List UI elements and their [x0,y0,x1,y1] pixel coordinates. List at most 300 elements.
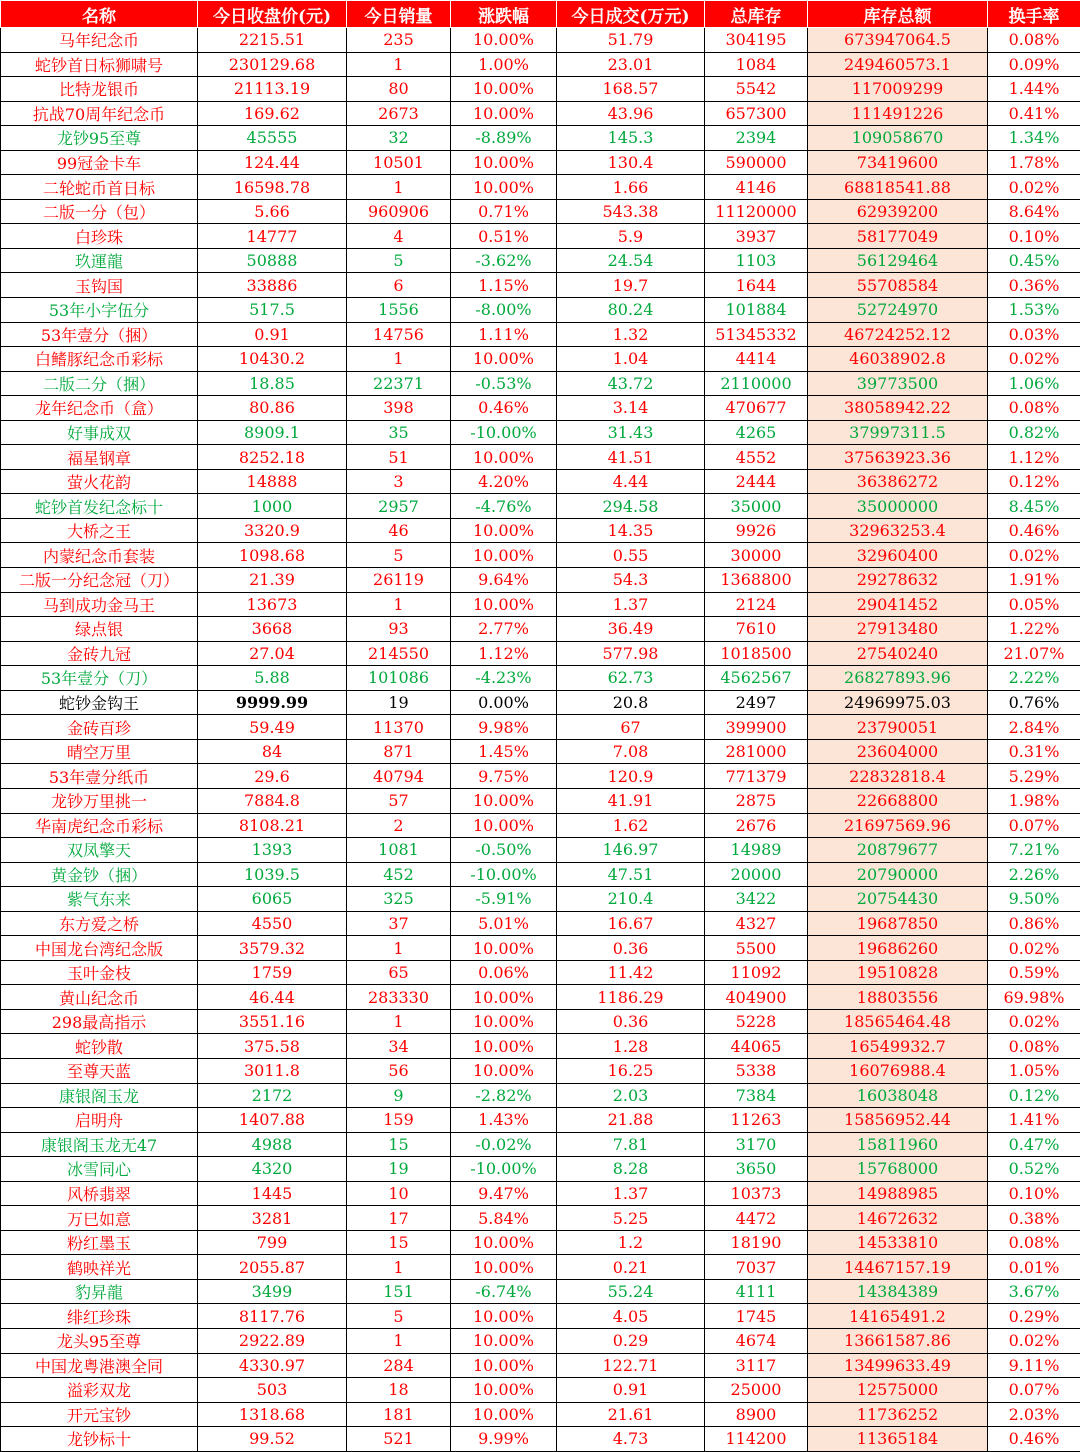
cell-close-price: 3579.32 [198,936,347,961]
table-body [1,28,1080,1452]
cell-sales: 4 [347,224,451,249]
cell-sales: 40794 [347,764,451,789]
table-row [1,617,1080,642]
cell-change: 9.99% [451,1427,557,1452]
cell-stock-value: 24969975.03 [808,690,988,715]
table-row [1,862,1080,887]
cell-turnover: 0.91 [557,1378,705,1403]
cell-close-price: 3320.9 [198,518,347,543]
cell-sales: 10501 [347,150,451,175]
cell-stock-value: 14988985 [808,1181,988,1206]
cell-sales: 960906 [347,199,451,224]
cell-change: 10.00% [451,1402,557,1427]
cell-stock-value: 21697569.96 [808,813,988,838]
table-row [1,715,1080,740]
cell-close-price: 799 [198,1230,347,1255]
cell-turnover: 1.28 [557,1034,705,1059]
cell-change: 10.00% [451,1255,557,1280]
cell-close-price: 6065 [198,887,347,912]
cell-stock: 2497 [705,690,808,715]
cell-turnover-rate: 1.41% [988,1108,1080,1133]
cell-turnover: 1186.29 [557,985,705,1010]
cell-sales: 5 [347,543,451,568]
cell-turnover-rate: 0.02% [988,347,1080,372]
cell-name: 二版一分纪念冠（刀） [1,568,198,593]
cell-stock-value: 15856952.44 [808,1108,988,1133]
cell-stock: 2110000 [705,371,808,396]
cell-close-price: 1445 [198,1181,347,1206]
table-row [1,175,1080,200]
cell-close-price: 16598.78 [198,175,347,200]
cell-stock: 20000 [705,862,808,887]
cell-stock: 44065 [705,1034,808,1059]
cell-turnover: 54.3 [557,568,705,593]
col-header-stock: 总库存 [705,1,808,28]
cell-stock-value: 249460573.1 [808,52,988,77]
cell-sales: 15 [347,1132,451,1157]
cell-stock-value: 12575000 [808,1378,988,1403]
cell-turnover-rate: 1.91% [988,568,1080,593]
cell-close-price: 169.62 [198,101,347,126]
cell-sales: 56 [347,1058,451,1083]
cell-turnover: 19.7 [557,273,705,298]
cell-stock: 2875 [705,788,808,813]
table-row [1,150,1080,175]
cell-stock-value: 20754430 [808,887,988,912]
cell-turnover-rate: 0.08% [988,396,1080,421]
cell-stock: 657300 [705,101,808,126]
cell-stock: 11120000 [705,199,808,224]
cell-name: 99冠金卡车 [1,150,198,175]
cell-turnover-rate: 2.26% [988,862,1080,887]
cell-change: -5.91% [451,887,557,912]
cell-change: 10.00% [451,1353,557,1378]
cell-stock-value: 18803556 [808,985,988,1010]
cell-turnover: 41.91 [557,788,705,813]
cell-name: 萤火花韵 [1,469,198,494]
cell-sales: 14756 [347,322,451,347]
cell-change: -10.00% [451,862,557,887]
cell-stock: 281000 [705,739,808,764]
cell-stock-value: 673947064.5 [808,28,988,53]
cell-close-price: 4330.97 [198,1353,347,1378]
cell-sales: 181 [347,1402,451,1427]
cell-close-price: 124.44 [198,150,347,175]
cell-stock-value: 56129464 [808,248,988,273]
cell-stock: 5500 [705,936,808,961]
cell-sales: 521 [347,1427,451,1452]
cell-turnover-rate: 7.21% [988,838,1080,863]
cell-turnover-rate: 21.07% [988,641,1080,666]
table-row [1,666,1080,691]
cell-turnover-rate: 1.06% [988,371,1080,396]
cell-turnover-rate: 1.12% [988,445,1080,470]
cell-change: 1.45% [451,739,557,764]
cell-turnover: 1.2 [557,1230,705,1255]
cell-turnover: 146.97 [557,838,705,863]
cell-close-price: 21113.19 [198,77,347,102]
cell-sales: 5 [347,1304,451,1329]
cell-sales: 1556 [347,298,451,323]
cell-change: -10.00% [451,420,557,445]
cell-close-price: 13673 [198,592,347,617]
cell-stock: 1644 [705,273,808,298]
cell-turnover-rate: 0.59% [988,960,1080,985]
cell-stock: 11092 [705,960,808,985]
cell-name: 紫气东来 [1,887,198,912]
cell-turnover: 16.25 [557,1058,705,1083]
cell-sales: 46 [347,518,451,543]
table-row [1,739,1080,764]
cell-sales: 2673 [347,101,451,126]
cell-stock-value: 14533810 [808,1230,988,1255]
cell-sales: 57 [347,788,451,813]
cell-change: -0.53% [451,371,557,396]
cell-turnover-rate: 1.53% [988,298,1080,323]
cell-turnover: 0.55 [557,543,705,568]
cell-change: -10.00% [451,1157,557,1182]
table-row [1,887,1080,912]
table-row [1,911,1080,936]
cell-stock: 4674 [705,1328,808,1353]
cell-name: 冰雪同心 [1,1157,198,1182]
cell-change: 10.00% [451,936,557,961]
cell-change: -4.76% [451,494,557,519]
cell-name: 金砖百珍 [1,715,198,740]
cell-stock: 7037 [705,1255,808,1280]
cell-stock: 4146 [705,175,808,200]
cell-stock-value: 39773500 [808,371,988,396]
table-row [1,985,1080,1010]
cell-close-price: 0.91 [198,322,347,347]
cell-close-price: 29.6 [198,764,347,789]
cell-stock: 14989 [705,838,808,863]
table-row [1,1353,1080,1378]
cell-stock: 470677 [705,396,808,421]
cell-close-price: 14888 [198,469,347,494]
cell-stock-value: 14165491.2 [808,1304,988,1329]
cell-close-price: 27.04 [198,641,347,666]
cell-turnover-rate: 0.45% [988,248,1080,273]
cell-turnover: 1.62 [557,813,705,838]
cell-stock: 304195 [705,28,808,53]
cell-stock-value: 19510828 [808,960,988,985]
cell-turnover: 1.66 [557,175,705,200]
cell-close-price: 3668 [198,617,347,642]
cell-turnover-rate: 0.10% [988,224,1080,249]
table-row [1,1009,1080,1034]
cell-name: 比特龙银币 [1,77,198,102]
table-row [1,1328,1080,1353]
cell-name: 黄金钞（捆） [1,862,198,887]
cell-close-price: 84 [198,739,347,764]
cell-change: 10.00% [451,1230,557,1255]
cell-stock: 399900 [705,715,808,740]
cell-name: 玉钩国 [1,273,198,298]
table-row [1,543,1080,568]
cell-turnover: 24.54 [557,248,705,273]
cell-close-price: 99.52 [198,1427,347,1452]
cell-stock-value: 62939200 [808,199,988,224]
cell-stock: 25000 [705,1378,808,1403]
table-row [1,101,1080,126]
cell-close-price: 5.88 [198,666,347,691]
cell-turnover-rate: 0.52% [988,1157,1080,1182]
cell-close-price: 2172 [198,1083,347,1108]
cell-turnover-rate: 0.08% [988,1230,1080,1255]
header-row [1,1,1080,28]
table-row [1,764,1080,789]
cell-sales: 1 [347,1009,451,1034]
cell-name: 豹昇龍 [1,1279,198,1304]
cell-stock: 3170 [705,1132,808,1157]
cell-sales: 22371 [347,371,451,396]
cell-stock-value: 15811960 [808,1132,988,1157]
cell-change: -4.23% [451,666,557,691]
cell-sales: 151 [347,1279,451,1304]
cell-stock-value: 27913480 [808,617,988,642]
cell-turnover-rate: 0.46% [988,518,1080,543]
cell-name: 风桥翡翠 [1,1181,198,1206]
cell-change: 10.00% [451,1058,557,1083]
col-header-name: 名称 [1,1,198,28]
cell-stock: 2394 [705,126,808,151]
cell-sales: 2 [347,813,451,838]
cell-turnover-rate: 0.12% [988,1083,1080,1108]
cell-sales: 19 [347,1157,451,1182]
cell-close-price: 46.44 [198,985,347,1010]
cell-stock: 18190 [705,1230,808,1255]
cell-turnover: 51.79 [557,28,705,53]
cell-stock-value: 46724252.12 [808,322,988,347]
table-row [1,298,1080,323]
table-row [1,518,1080,543]
cell-close-price: 230129.68 [198,52,347,77]
cell-name: 金砖九冠 [1,641,198,666]
cell-stock: 5542 [705,77,808,102]
cell-stock-value: 38058942.22 [808,396,988,421]
cell-turnover-rate: 69.98% [988,985,1080,1010]
cell-turnover: 20.8 [557,690,705,715]
cell-name: 蛇钞首发纪念标十 [1,494,198,519]
cell-name: 龙钞95至尊 [1,126,198,151]
cell-name: 蛇钞首日标狮啸号 [1,52,198,77]
cell-change: 0.51% [451,224,557,249]
cell-name: 53年壹分纸币 [1,764,198,789]
cell-name: 华南虎纪念币彩标 [1,813,198,838]
table-row [1,396,1080,421]
cell-close-price: 1000 [198,494,347,519]
cell-turnover-rate: 0.29% [988,1304,1080,1329]
cell-turnover: 55.24 [557,1279,705,1304]
cell-stock-value: 20790000 [808,862,988,887]
cell-turnover: 1.37 [557,1181,705,1206]
cell-stock: 1745 [705,1304,808,1329]
table-row [1,273,1080,298]
cell-stock: 7384 [705,1083,808,1108]
table-row [1,1157,1080,1182]
table-row [1,1304,1080,1329]
cell-name: 康银阁玉龙无47 [1,1132,198,1157]
cell-sales: 101086 [347,666,451,691]
cell-close-price: 3281 [198,1206,347,1231]
cell-turnover-rate: 0.41% [988,101,1080,126]
cell-sales: 10 [347,1181,451,1206]
cell-name: 大桥之王 [1,518,198,543]
cell-sales: 18 [347,1378,451,1403]
table-row [1,1402,1080,1427]
cell-name: 白珍珠 [1,224,198,249]
cell-turnover: 3.14 [557,396,705,421]
cell-stock-value: 23604000 [808,739,988,764]
cell-turnover: 294.58 [557,494,705,519]
cell-name: 绯红珍珠 [1,1304,198,1329]
cell-stock-value: 29041452 [808,592,988,617]
cell-turnover-rate: 0.02% [988,936,1080,961]
cell-turnover: 67 [557,715,705,740]
cell-stock: 2124 [705,592,808,617]
cell-stock: 7610 [705,617,808,642]
cell-change: 1.43% [451,1108,557,1133]
cell-change: 0.46% [451,396,557,421]
cell-turnover: 31.43 [557,420,705,445]
cell-close-price: 4550 [198,911,347,936]
cell-turnover-rate: 0.07% [988,1378,1080,1403]
cell-sales: 398 [347,396,451,421]
cell-name: 至尊天蓝 [1,1058,198,1083]
cell-turnover-rate: 0.02% [988,543,1080,568]
cell-close-price: 8252.18 [198,445,347,470]
cell-close-price: 503 [198,1378,347,1403]
cell-stock: 9926 [705,518,808,543]
cell-change: 10.00% [451,150,557,175]
cell-change: 10.00% [451,1328,557,1353]
cell-turnover-rate: 1.34% [988,126,1080,151]
cell-sales: 325 [347,887,451,912]
cell-change: 0.00% [451,690,557,715]
cell-name: 53年壹分（刀） [1,666,198,691]
cell-stock-value: 58177049 [808,224,988,249]
table-row [1,494,1080,519]
table-row [1,1034,1080,1059]
cell-turnover: 0.21 [557,1255,705,1280]
cell-turnover-rate: 9.50% [988,887,1080,912]
cell-stock-value: 22668800 [808,788,988,813]
cell-turnover: 120.9 [557,764,705,789]
cell-change: 0.71% [451,199,557,224]
cell-turnover-rate: 1.78% [988,150,1080,175]
cell-stock-value: 32960400 [808,543,988,568]
cell-change: -8.89% [451,126,557,151]
table-row [1,199,1080,224]
cell-stock-value: 32963253.4 [808,518,988,543]
cell-change: -6.74% [451,1279,557,1304]
cell-close-price: 8108.21 [198,813,347,838]
cell-close-price: 2055.87 [198,1255,347,1280]
cell-change: 10.00% [451,77,557,102]
cell-close-price: 375.58 [198,1034,347,1059]
cell-change: 4.20% [451,469,557,494]
cell-change: -0.50% [451,838,557,863]
cell-stock-value: 37997311.5 [808,420,988,445]
cell-turnover-rate: 0.09% [988,52,1080,77]
cell-turnover-rate: 0.47% [988,1132,1080,1157]
cell-close-price: 517.5 [198,298,347,323]
table-row [1,568,1080,593]
cell-name: 溢彩双龙 [1,1378,198,1403]
cell-sales: 159 [347,1108,451,1133]
cell-name: 白鳍豚纪念币彩标 [1,347,198,372]
cell-name: 鹤映祥光 [1,1255,198,1280]
cell-name: 龙头95至尊 [1,1328,198,1353]
cell-sales: 1081 [347,838,451,863]
cell-name: 福星钢章 [1,445,198,470]
cell-turnover: 7.81 [557,1132,705,1157]
cell-name: 龙钞标十 [1,1427,198,1452]
cell-stock-value: 11365184 [808,1427,988,1452]
cell-stock-value: 37563923.36 [808,445,988,470]
cell-turnover-rate: 1.98% [988,788,1080,813]
cell-stock: 2444 [705,469,808,494]
cell-change: 1.12% [451,641,557,666]
cell-change: 10.00% [451,28,557,53]
cell-stock-value: 14384389 [808,1279,988,1304]
cell-turnover-rate: 2.22% [988,666,1080,691]
table-row [1,248,1080,273]
cell-sales: 1 [347,1255,451,1280]
cell-change: 2.77% [451,617,557,642]
cell-close-price: 21.39 [198,568,347,593]
cell-sales: 37 [347,911,451,936]
cell-sales: 214550 [347,641,451,666]
cell-turnover: 21.61 [557,1402,705,1427]
table-row [1,469,1080,494]
table-row [1,52,1080,77]
cell-stock-value: 55708584 [808,273,988,298]
cell-turnover: 168.57 [557,77,705,102]
cell-stock: 4327 [705,911,808,936]
cell-turnover: 36.49 [557,617,705,642]
cell-change: 10.00% [451,1378,557,1403]
cell-turnover-rate: 0.36% [988,273,1080,298]
table-row [1,813,1080,838]
cell-stock: 8900 [705,1402,808,1427]
cell-change: 10.00% [451,1034,557,1059]
table-row [1,960,1080,985]
cell-close-price: 8117.76 [198,1304,347,1329]
cell-name: 绿点银 [1,617,198,642]
cell-turnover: 5.25 [557,1206,705,1231]
cell-stock-value: 11736252 [808,1402,988,1427]
col-header-turnover-rate: 换手率 [988,1,1080,28]
cell-turnover-rate: 0.02% [988,1009,1080,1034]
cell-close-price: 18.85 [198,371,347,396]
cell-turnover-rate: 1.22% [988,617,1080,642]
cell-sales: 1 [347,1328,451,1353]
table-row [1,1378,1080,1403]
cell-name: 龙年纪念币（盒） [1,396,198,421]
cell-name: 中国龙台湾纪念版 [1,936,198,961]
cell-close-price: 1759 [198,960,347,985]
cell-close-price: 1098.68 [198,543,347,568]
cell-stock-value: 68818541.88 [808,175,988,200]
cell-change: 10.00% [451,592,557,617]
cell-close-price: 10430.2 [198,347,347,372]
cell-sales: 93 [347,617,451,642]
cell-stock: 35000 [705,494,808,519]
table-row [1,445,1080,470]
cell-close-price: 59.49 [198,715,347,740]
